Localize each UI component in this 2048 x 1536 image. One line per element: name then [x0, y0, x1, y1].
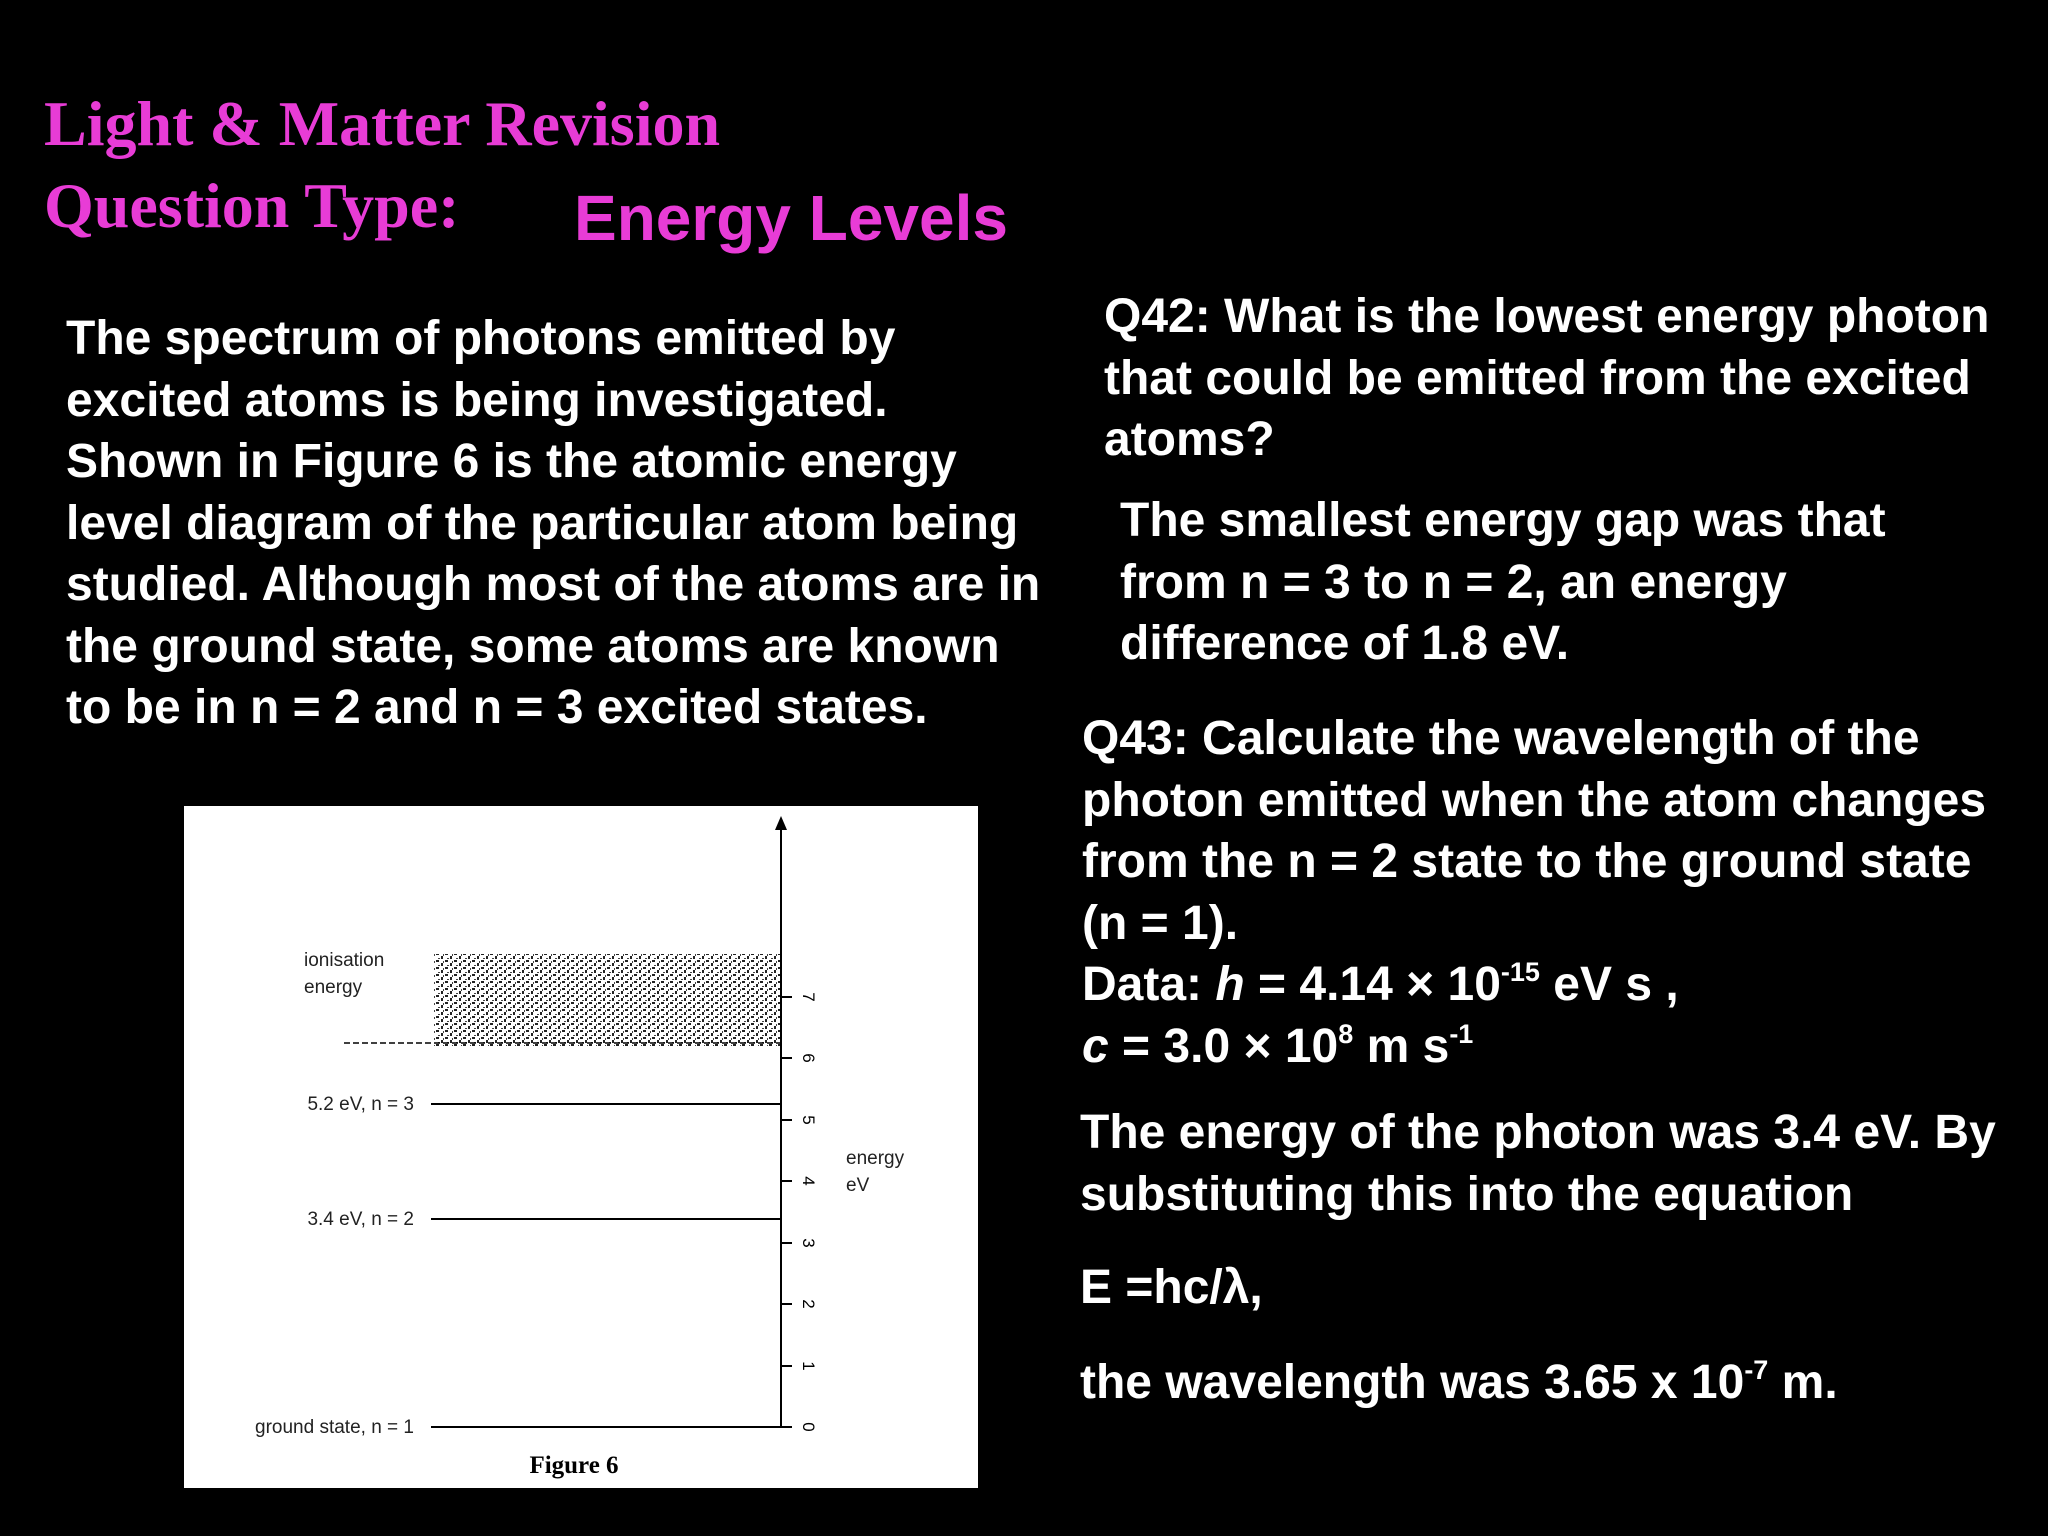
wavelength-unit: m. [1768, 1356, 1838, 1409]
h-value: = 4.14 × 10 [1244, 958, 1501, 1011]
wavelength-exponent: -7 [1744, 1355, 1769, 1385]
question-type-value: Energy Levels [574, 182, 1008, 254]
q43-question-text: Q43: Calculate the wavelength of the photon emitted when the atom changes from the n = 2 state to the ground state (n = 1). [1082, 712, 1987, 950]
tick-label: 7 [799, 992, 818, 1002]
ionisation-region [434, 954, 781, 1046]
c-unit: m s [1353, 1019, 1450, 1073]
q43-data-label: Data: [1082, 958, 1203, 1011]
ionisation-label: ionisation [304, 950, 385, 971]
slide-title: Light & Matter Revision [44, 88, 721, 159]
ionisation-label: energy [304, 977, 363, 998]
figure-caption: Figure 6 [529, 1452, 619, 1479]
h-symbol: h [1215, 958, 1245, 1011]
tick-label: 4 [799, 1176, 818, 1186]
c-value: = 3.0 × 10 [1108, 1019, 1339, 1073]
level-n1-label: ground state, n = 1 [255, 1417, 414, 1438]
tick-label: 5 [799, 1115, 818, 1125]
intro-paragraph: The spectrum of photons emitted by excited atoms is being investigated. Shown in Figure 6 is the atomic energy level diagram of the particular atom being studied. Although most of the atoms are in the ground state, some atoms are known to be in n = 2 and n = 3 excited states. [66, 312, 1041, 734]
tick-label: 3 [799, 1238, 818, 1248]
level-n2-label: 3.4 eV, n = 2 [307, 1209, 414, 1230]
tick-label: 1 [799, 1361, 818, 1371]
q43-answer: The energy of the photon was 3.4 eV. By substituting this into the equation [1080, 1106, 1996, 1221]
c-symbol: c [1082, 1019, 1109, 1073]
tick-label: 0 [799, 1422, 818, 1432]
q42-answer: The smallest energy gap was that from n = 3 to n = 2, an energy difference of 1.8 eV. [1120, 494, 1886, 670]
c-exponent: 8 [1338, 1018, 1354, 1049]
wavelength-prefix: the wavelength was 3.65 x 10 [1080, 1356, 1745, 1409]
level-n3-label: 5.2 eV, n = 3 [307, 1094, 414, 1115]
tick-label: 6 [799, 1053, 818, 1063]
q43-question [1082, 708, 2022, 1077]
c-unit-exponent: -1 [1449, 1018, 1474, 1049]
h-unit: eV s , [1539, 958, 1679, 1011]
axis-arrow-icon [775, 816, 787, 830]
h-exponent: -15 [1500, 957, 1540, 987]
equation: E =hc/λ, [1080, 1261, 1263, 1314]
tick-label: 2 [799, 1299, 818, 1309]
q42-question: Q42: What is the lowest energy photon that could be emitted from the excited atoms? [1104, 290, 1990, 466]
axis-label: eV [846, 1175, 870, 1196]
wavelength-result [1080, 1352, 2040, 1414]
question-type-label: Question Type: [44, 170, 460, 241]
energy-level-figure [184, 806, 978, 1488]
axis-label: energy [846, 1148, 905, 1169]
